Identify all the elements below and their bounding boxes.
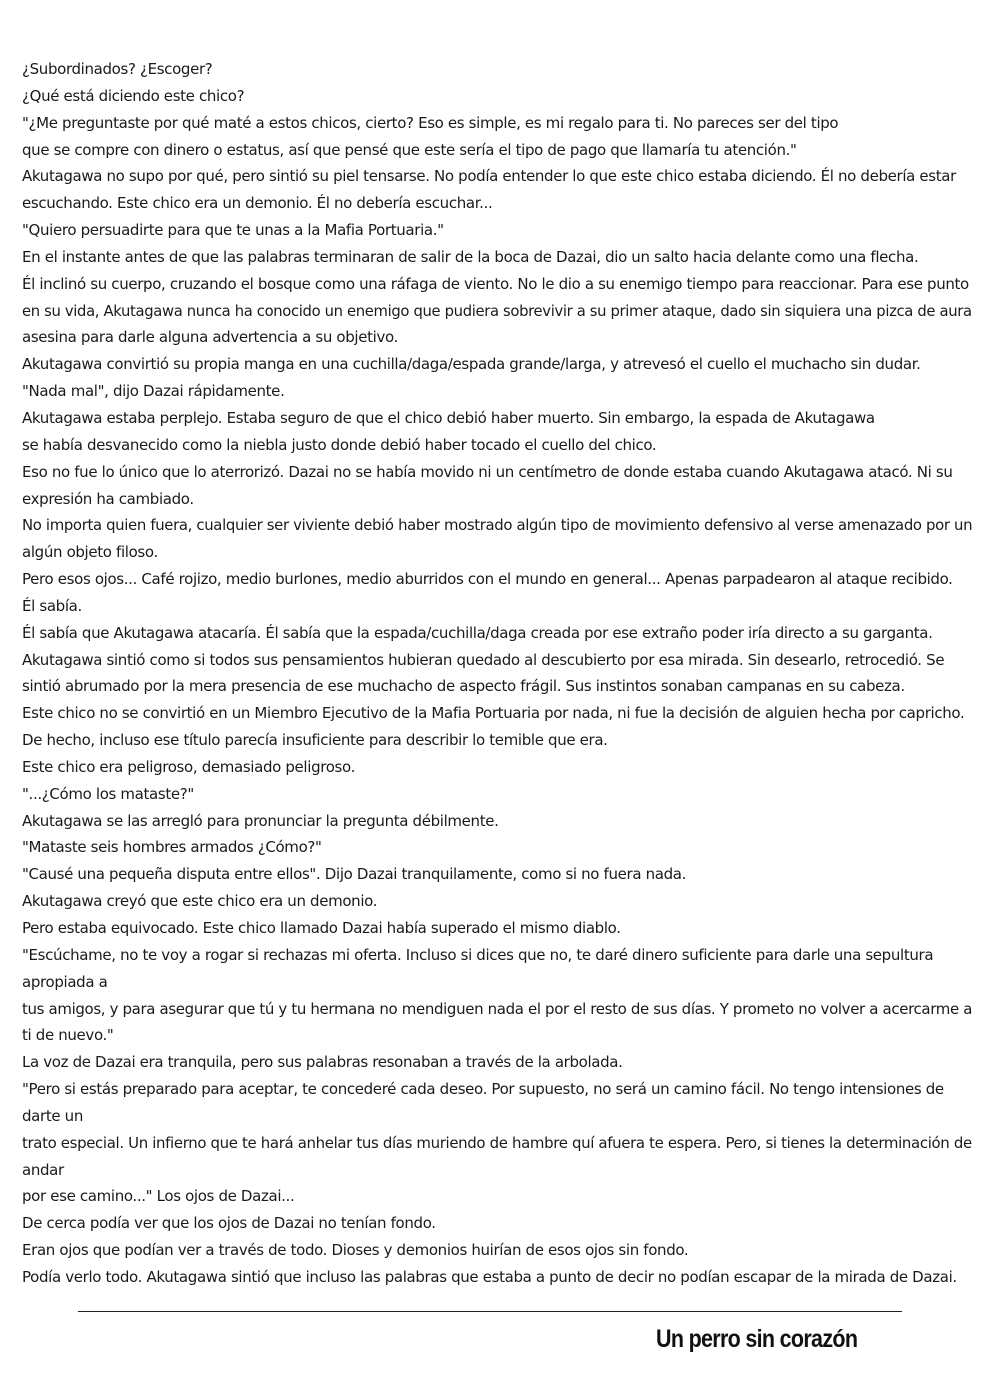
text-line: Eran ojos que podían ver a través de todo. Dioses y demonios huirían de esos ojos sin fondo.	[22, 1241, 689, 1260]
text-line: ¿Subordinados? ¿Escoger?	[22, 60, 213, 78]
text-line: tus amigos, y para asegurar que tú y tu hermana no mendiguen nada el por el resto de sus días. Y prometo no volver a acercarme a	[22, 999, 973, 1018]
text-line: No importa quien fuera, cualquier ser viviente debió haber mostrado algún tipo de movimiento defensivo al verse amenazado por un	[22, 516, 973, 535]
text-line: "...¿Cómo los mataste?"	[22, 784, 194, 803]
text-line: Él inclinó su cuerpo, cruzando el bosque como una ráfaga de viento. No le dio a su enemigo tiempo para reaccionar. Para ese punto	[22, 274, 969, 293]
text-line: escuchando. Este chico era un demonio. Él no debería escuchar...	[22, 194, 493, 213]
text-line: Pero esos ojos... Café rojizo, medio burlones, medio aburridos con el mundo en general... Apenas parpadearon al ataque recibido.	[22, 570, 953, 589]
text-line: apropiada a	[22, 972, 108, 991]
text-line: algún objeto filoso.	[22, 543, 158, 562]
text-line: ¿Qué está diciendo este chico?	[22, 86, 245, 105]
text-line: Akutagawa estaba perplejo. Estaba seguro de que el chico debió haber muerto. Sin embargo, la espada de Akutagawa	[22, 408, 875, 427]
text-line: andar	[22, 1160, 64, 1179]
story-text	[22, 56, 972, 1291]
text-line: trato especial. Un infierno que te hará anhelar tus días muriendo de hambre quí afuera te espera. Pero, si tienes la determinación de	[22, 1133, 972, 1152]
text-line: "Escúchame, no te voy a rogar si rechazas mi oferta. Incluso si dices que no, te daré dinero suficiente para darle una sepultura	[22, 945, 934, 964]
text-line: expresión ha cambiado.	[22, 489, 194, 508]
text-line: "Mataste seis hombres armados ¿Cómo?"	[22, 838, 322, 857]
text-line: "Causé una pequeña disputa entre ellos". Dijo Dazai tranquilamente, como si no fuera nada.	[22, 865, 687, 884]
text-line: Él sabía que Akutagawa atacaría. Él sabía que la espada/cuchilla/daga creada por ese extraño poder iría directo a su garganta.	[22, 623, 933, 642]
text-line: En el instante antes de que las palabras terminaran de salir de la boca de Dazai, dio un salto hacia delante como una flecha.	[22, 247, 919, 266]
text-line: por ese camino..." Los ojos de Dazai...	[22, 1187, 295, 1206]
footer-divider	[78, 1311, 902, 1312]
text-line: darte un	[22, 1106, 83, 1125]
text-line: Akutagawa no supo por qué, pero sintió su piel tensarse. No podía entender lo que este chico estaba diciendo. Él no debería estar	[22, 167, 956, 186]
text-line: "Pero si estás preparado para aceptar, te concederé cada deseo. Por supuesto, no será un camino fácil. No tengo intensiones de	[22, 1080, 944, 1099]
text-line: Eso no fue lo único que lo aterrorizó. Dazai no se había movido ni un centímetro de donde estaba cuando Akutagawa atacó. Ni su	[22, 462, 953, 481]
text-line: Él sabía.	[22, 596, 82, 615]
text-line: que se compre con dinero o estatus, así que pensé que este sería el tipo de pago que llamaría tu atención."	[22, 140, 797, 159]
text-line: ti de nuevo."	[22, 1026, 114, 1045]
text-line: "¿Me preguntaste por qué maté a estos chicos, cierto? Eso es simple, es mi regalo para ti. No pareces ser del tipo	[22, 113, 839, 132]
text-line: De cerca podía ver que los ojos de Dazai no tenían fondo.	[22, 1214, 436, 1233]
text-line: La voz de Dazai era tranquila, pero sus palabras resonaban a través de la arbolada.	[22, 1053, 623, 1072]
text-line: se había desvanecido como la niebla justo donde debió haber tocado el cuello del chico.	[22, 435, 657, 454]
text-line: en su vida, Akutagawa nunca ha conocido un enemigo que pudiera sobrevivir a su primer ataque, dado sin siquiera una pizca de aura	[22, 301, 972, 320]
text-line: Podía verlo todo. Akutagawa sintió que incluso las palabras que estaba a punto de decir no podían escapar de la mirada de Dazai.	[22, 1267, 957, 1286]
text-line: "Nada mal", dijo Dazai rápidamente.	[22, 382, 285, 401]
text-line: Pero estaba equivocado. Este chico llamado Dazai había superado el mismo diablo.	[22, 919, 621, 937]
text-line: De hecho, incluso ese título parecía insuficiente para describir lo temible que era.	[22, 731, 608, 750]
text-line: "Quiero persuadirte para que te unas a la Mafia Portuaria."	[22, 221, 444, 240]
text-line: Akutagawa creyó que este chico era un demonio.	[22, 892, 378, 911]
text-line: Akutagawa sintió como si todos sus pensamientos hubieran quedado al descubierto por esa mirada. Sin desearlo, retrocedió. Se	[22, 650, 945, 669]
text-line: asesina para darle alguna advertencia a su objetivo.	[22, 328, 398, 347]
text-line: Este chico era peligroso, demasiado peligroso.	[22, 757, 356, 776]
footer-title: Un perro sin corazón	[656, 1325, 858, 1353]
text-line: Este chico no se convirtió en un Miembro Ejecutivo de la Mafia Portuaria por nada, ni fue la decisión de alguien hecha por capricho.	[22, 704, 965, 723]
text-line: sintió abrumado por la mera presencia de ese muchacho de aspecto frágil. Sus instintos sonaban campanas en su cabeza.	[22, 677, 905, 696]
text-line: Akutagawa se las arregló para pronunciar la pregunta débilmente.	[22, 811, 499, 830]
text-line: Akutagawa convirtió su propia manga en una cuchilla/daga/espada grande/larga, y atrevesó el cuello el muchacho sin dudar.	[22, 355, 921, 374]
